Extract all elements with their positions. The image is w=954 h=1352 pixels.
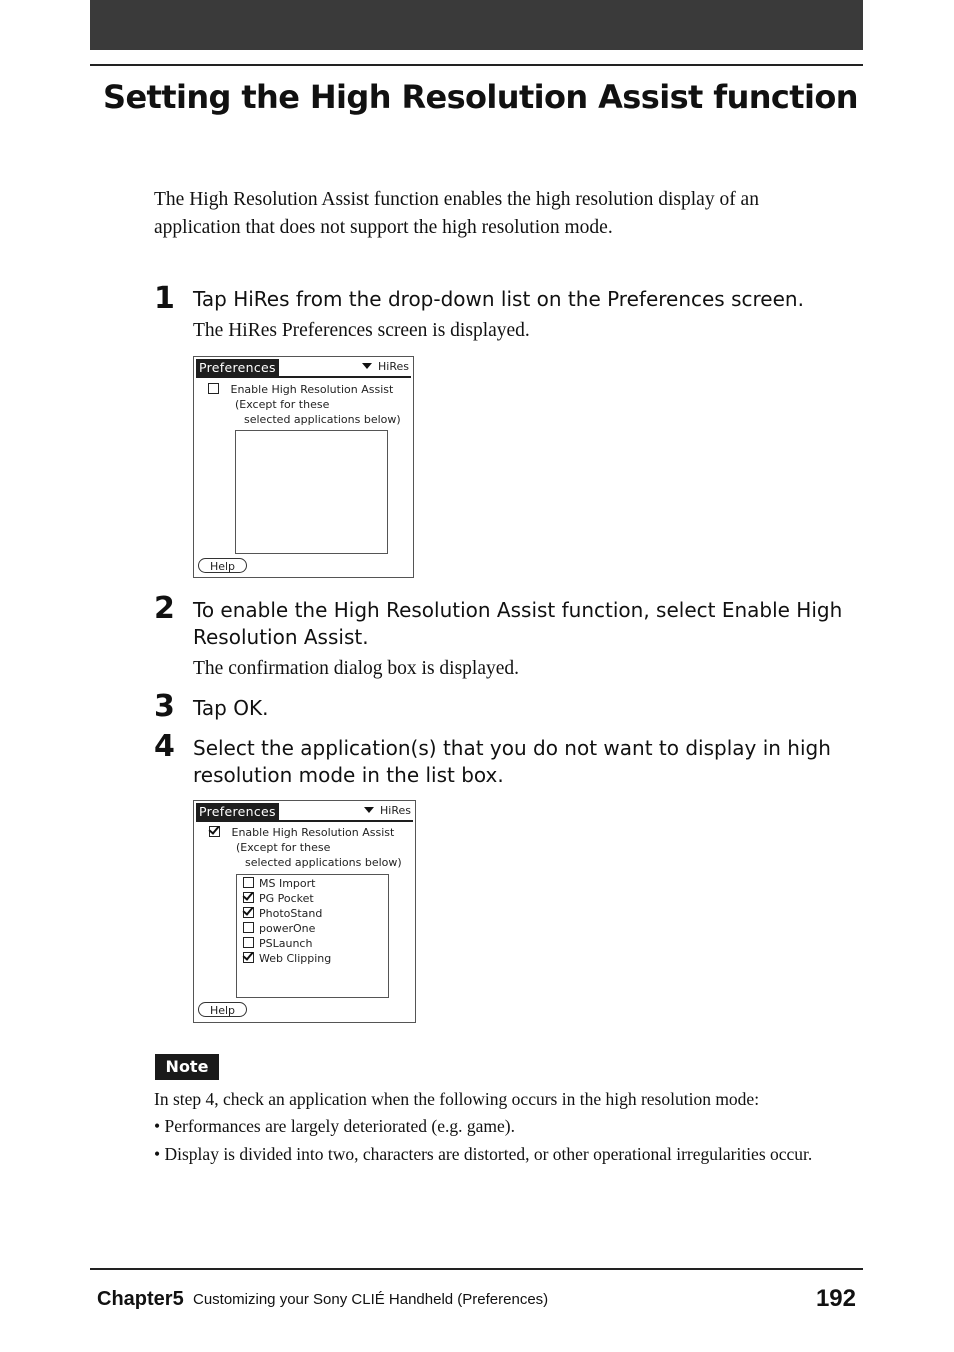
app-name: powerOne (259, 922, 316, 935)
checkbox-unchecked-icon[interactable] (243, 937, 254, 948)
note-text: In step 4, check an application when the following occurs in the high resolution mode: (154, 1089, 760, 1109)
hint-line-2: selected applications below) (244, 413, 401, 426)
hires-preferences-screen-a (193, 356, 414, 578)
list-item[interactable] (243, 907, 322, 921)
triangle-down-icon (362, 363, 372, 369)
list-item[interactable] (243, 892, 314, 906)
step-3-number: 3 (154, 689, 175, 724)
step-3-text: Tap OK. (193, 696, 269, 720)
list-item[interactable] (243, 937, 312, 951)
footer-chapter: Chapter5 (97, 1288, 184, 1310)
page-number: 192 (815, 1285, 856, 1312)
help-button[interactable]: Help (198, 558, 247, 573)
hires-dropdown[interactable] (364, 803, 411, 819)
intro-paragraph: The High Resolution Assist function enables the high resolution display of an application that does not support the high resolution mode. (154, 189, 759, 238)
app-name: PG Pocket (259, 892, 314, 905)
hires-dropdown-label: HiRes (378, 360, 409, 373)
app-name: PSLaunch (259, 937, 313, 950)
step-4-text: Select the application(s) that you do not want to display in high resolution mode in the list box. (193, 736, 831, 787)
page-title: Setting the High Resolution Assist function (103, 78, 858, 116)
title-rule (196, 820, 413, 822)
application-list-box[interactable] (235, 430, 388, 554)
list-item[interactable] (243, 952, 331, 966)
checkbox-unchecked-icon[interactable] (243, 877, 254, 888)
checkbox-checked-icon[interactable] (243, 892, 254, 903)
hint-line-1: (Except for these (235, 398, 330, 411)
checkbox-unchecked-icon[interactable] (243, 922, 254, 933)
step-2-number: 2 (154, 591, 175, 626)
footer-rule (90, 1268, 863, 1270)
checkbox-checked-icon[interactable] (209, 826, 220, 837)
enable-hires-assist-label: Enable High Resolution Assist (231, 826, 395, 839)
hires-preferences-screen-b (193, 800, 416, 1023)
checkbox-checked-icon[interactable] (243, 952, 254, 963)
footer-description: Customizing your Sony CLIÉ Handheld (Preferences) (193, 1291, 549, 1308)
step-2-text: To enable the High Resolution Assist function, select Enable High Resolution Assist. (193, 598, 843, 649)
enable-hires-assist-label: Enable High Resolution Assist (230, 383, 394, 396)
header-rule (90, 64, 863, 66)
help-button[interactable]: Help (198, 1002, 247, 1017)
preferences-tab: Preferences (196, 359, 279, 376)
preferences-tab: Preferences (196, 803, 279, 820)
header-bar (90, 0, 863, 50)
checkbox-unchecked-icon[interactable] (208, 383, 219, 394)
hires-dropdown[interactable] (362, 359, 409, 375)
step-4-number: 4 (154, 729, 175, 764)
step-1-result: The HiRes Preferences screen is displayed. (193, 320, 530, 341)
note-bullets (154, 1115, 854, 1171)
note-badge: Note (155, 1054, 219, 1080)
checkbox-checked-icon[interactable] (243, 907, 254, 918)
triangle-down-icon (364, 807, 374, 813)
note-bullet-2: • Display is divided into two, characters are distorted, or other operational irregularities occur. (154, 1144, 813, 1164)
step-2-result: The confirmation dialog box is displayed. (193, 658, 520, 679)
title-rule (196, 376, 411, 378)
step-1-text: Tap HiRes from the drop-down list on the Preferences screen. (193, 287, 804, 311)
hint-line-2: selected applications below) (245, 856, 402, 869)
app-name: MS Import (259, 877, 316, 890)
hires-dropdown-label: HiRes (380, 804, 411, 817)
enable-hires-assist-option[interactable] (209, 826, 394, 840)
list-item[interactable] (243, 922, 315, 936)
app-name: Web Clipping (259, 952, 332, 965)
list-item[interactable] (243, 877, 315, 891)
enable-hires-assist-option[interactable] (208, 383, 393, 397)
step-1-number: 1 (154, 281, 175, 316)
application-list-box[interactable] (236, 874, 389, 998)
hint-line-1: (Except for these (236, 841, 331, 854)
app-name: PhotoStand (259, 907, 323, 920)
note-bullet-1: • Performances are largely deteriorated (e.g. game). (154, 1116, 515, 1136)
